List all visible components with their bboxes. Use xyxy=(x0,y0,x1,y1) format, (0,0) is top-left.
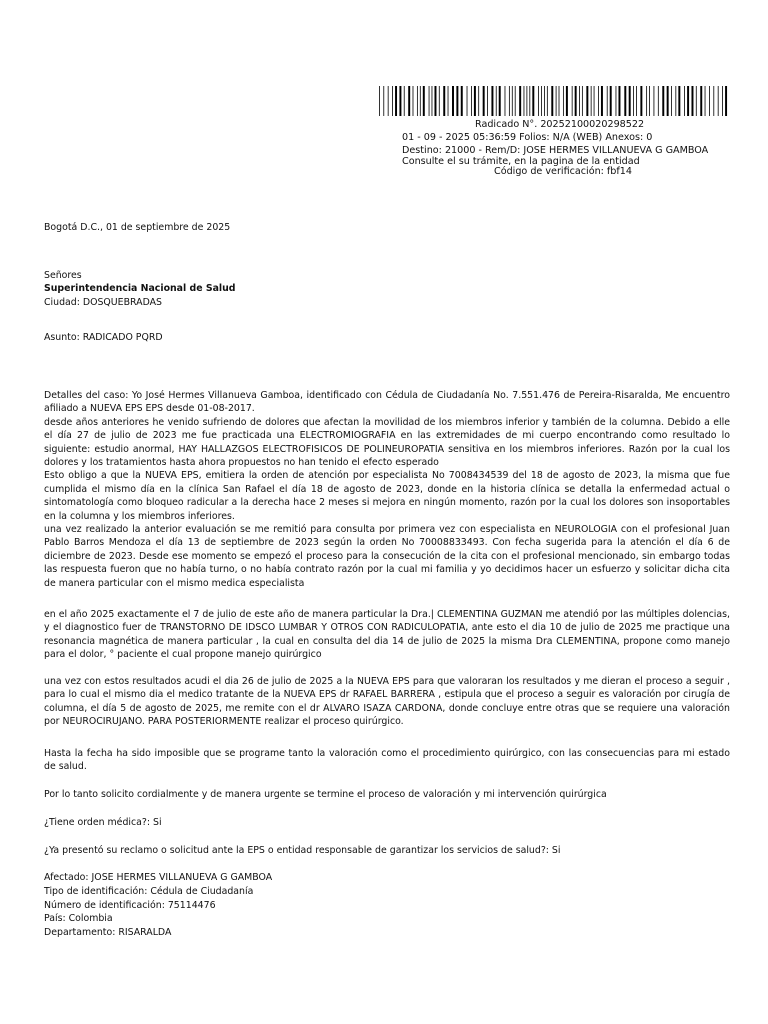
affected-department: Departamento: RISARALDA xyxy=(44,927,172,938)
barcode-bar xyxy=(563,86,564,116)
barcode-bar xyxy=(559,86,560,116)
barcode-bar xyxy=(633,86,634,116)
barcode-bar xyxy=(505,86,506,116)
paragraph-affiliation: Detalles del caso: Yo José Hermes Villanueva Gamboa, identificado con Cédula de Ciudadanía No. 7.551.476 de Pereira-Risaralda, Me encuentro afiliado a NUEVA EPS EPS desde 01-08-2017. xyxy=(44,390,730,415)
case-details xyxy=(44,389,730,590)
barcode-bar xyxy=(607,86,608,116)
barcode-bar xyxy=(713,86,714,116)
barcode-bar xyxy=(423,86,425,116)
barcode-bar xyxy=(519,86,521,116)
paragraph-specialist-order: Esto obligo a que la NUEVA EPS, emitiera la orden de atención por especialista No 7008434539 del 18 de agosto de 2023, la misma que fue cumplida el mismo día en la clínica San Rafael el día 18 de agosto de 2023, donde en la historia clínica se detalla la enfermedad actual o sintomatología como bloqueo radicular a la derecha hace 2 meses si mejora en ningún momento, razón por la cual los dolores son insoportables en la columna y los miembros inferiores. xyxy=(44,470,730,522)
barcode-bar xyxy=(474,86,476,116)
question-medical-order: ¿Tiene orden médica?: Si xyxy=(44,817,162,828)
barcode-bar xyxy=(496,86,497,116)
barcode-bar xyxy=(439,86,440,116)
barcode-bar xyxy=(598,86,599,116)
barcode-bar xyxy=(467,86,468,116)
barcode-bar xyxy=(696,86,697,116)
barcode-bar xyxy=(636,86,637,116)
barcode-bar xyxy=(392,86,393,116)
verification-code: Código de verificación: fbf14 xyxy=(494,166,632,177)
paragraph-status-text: Hasta la fecha ha sido imposible que se programe tanto la valoración como el procedimiento quirúrgico, con las consecuencias para mi estado de salud. xyxy=(44,748,730,773)
barcode-bar xyxy=(709,86,710,116)
barcode-bar xyxy=(408,86,410,116)
barcode-bar xyxy=(379,86,380,116)
city-date: Bogotá D.C., 01 de septiembre de 2025 xyxy=(44,222,231,233)
barcode-bar xyxy=(566,86,568,116)
barcode-bar xyxy=(487,86,488,116)
barcode-bar xyxy=(582,86,583,116)
barcode-bar xyxy=(684,86,685,116)
barcode-bar xyxy=(538,86,539,116)
radicado-date-line: 01 - 09 - 2025 05:36:59 Folios: N/A (WEB) Anexos: 0 xyxy=(402,132,653,143)
barcode-bar xyxy=(678,86,680,116)
barcode-bar xyxy=(662,86,664,116)
barcode-bar xyxy=(395,86,397,116)
paragraph-neurology: una vez realizado la anterior evaluación se me remitió para consulta por primera vez con especialista en NEUROLOGIA con el profesional Juan Pablo Barros Mendoza el día 13 de septiembre de 2023 según la orden No 70008833493. Con fecha sugerida para la atención el día 6 de diciembre de 2023. Desde ese momento se empezó el proceso para la consecución de la cita con el profesional mencionado, sin embargo todas las respuesta fueron que no había turno, o no había contrato razón por la cual mi familia y yo decidimos hacer un esfuerzo y solicitar dicha cita de manera particular con el mismo medica especialista xyxy=(44,524,730,589)
barcode-bar xyxy=(722,86,723,116)
barcode-bar xyxy=(429,86,430,116)
paragraph-private-consult xyxy=(44,608,730,729)
barcode-bar xyxy=(624,86,626,116)
barcode-bar xyxy=(448,86,449,116)
placeholder-glyph xyxy=(44,662,730,675)
barcode-bar xyxy=(524,86,525,116)
barcode-bar xyxy=(541,86,542,116)
barcode-bar xyxy=(591,86,592,116)
barcode-bar xyxy=(547,86,548,116)
barcode-bar xyxy=(432,86,433,116)
paragraph-history: desde años anteriores he venido sufriendo de dolores que afectan la movilidad de los miembros inferior y también de la columna. Debido a elle el día 27 de julio de 2023 me fue practicada una ELECTROMIOGRAFIA en las extremidades de mi cuerpo encontrando como resultado lo siguiente: estudio anormal, HAY HALLAZGOS ELECTROFISICOS DE POLINEUROPATIA sensitiva en los miembros inferiores. Razón por la cual los dolores y los tratamientos hasta ahora propuestos no han tenido el efecto esperado xyxy=(44,416,730,469)
barcode-bar xyxy=(515,86,516,116)
barcode-bar xyxy=(556,86,557,116)
barcode-bar xyxy=(579,86,580,116)
barcode-bar xyxy=(417,86,418,116)
barcode-bar xyxy=(654,86,655,116)
barcode-bar xyxy=(718,86,719,116)
barcode-bar xyxy=(388,86,389,116)
barcode-bar xyxy=(601,86,603,116)
radicado-number: Radicado N°. 20252100020298522 xyxy=(475,119,645,130)
barcode-bar xyxy=(404,86,405,116)
barcode-bar xyxy=(705,86,706,116)
barcode-bar xyxy=(399,86,401,116)
barcode-bar xyxy=(658,86,659,116)
barcode-bar xyxy=(413,86,414,116)
barcode-bar xyxy=(499,86,501,116)
barcode-bar xyxy=(649,86,650,116)
consulte-line: Consulte el su trámite, en la pagina de la entidad xyxy=(402,156,640,167)
barcode-bar xyxy=(420,86,421,116)
barcode-bar xyxy=(383,86,384,116)
barcode-bar xyxy=(483,86,485,116)
barcode-bar xyxy=(471,86,472,116)
barcode-bar xyxy=(691,86,693,116)
barcode-bar xyxy=(512,86,513,116)
affected-id-type: Tipo de identificación: Cédula de Ciudadanía xyxy=(44,886,254,897)
barcode-bar xyxy=(586,86,588,116)
barcode-bar xyxy=(532,86,534,116)
barcode-bar xyxy=(618,86,620,116)
barcode-bar xyxy=(629,86,631,116)
barcode-bar xyxy=(443,86,445,116)
barcode-bar xyxy=(594,86,595,116)
barcode-bar xyxy=(461,86,463,116)
barcode-bar xyxy=(526,86,527,116)
barcode-bar xyxy=(687,86,689,116)
barcode-bar xyxy=(452,86,454,116)
barcode-bar xyxy=(544,86,545,116)
barcode-bar xyxy=(610,86,612,116)
recipient-city: Ciudad: DOSQUEBRADAS xyxy=(44,297,162,308)
subject-line: Asunto: RADICADO PQRD xyxy=(44,332,163,343)
paragraph-request: Por lo tanto solicito cordialmente y de manera urgente se termine el proceso de valoración y mi intervención quirúrgica xyxy=(44,789,607,800)
barcode-bar xyxy=(725,86,727,116)
barcode-bar xyxy=(640,86,642,116)
salutation: Señores xyxy=(44,270,82,281)
barcode-bar xyxy=(675,86,676,116)
barcode-bar xyxy=(478,86,479,116)
barcode-bar xyxy=(671,86,672,116)
barcode-bar xyxy=(491,86,493,116)
affected-country: País: Colombia xyxy=(44,913,113,924)
barcode-bar xyxy=(646,86,647,116)
barcode-bar xyxy=(572,86,573,116)
question-eps-claim: ¿Ya presentó su reclamo o solicitud ante la EPS o entidad responsable de garantizar los servicios de salud?: Si xyxy=(44,845,561,856)
paragraph-private-consult-text: en el año 2025 exactamente el 7 de julio de este año de manera particular la Dra.| CLEMENTINA GUZMAN me atendió por las múltiples dolencias, y el diagnostico fuer de TRANSTORNO DE IDSCO LUMBAR Y OTROS CON RADICULOPATIA, ante esto el dia 10 de julio de 2025 me practique una resonancia magnética de manera particular , la cual en consulta del dia 14 de julio de 2025 la misma Dra CLEMENTINA, propone como manejo para el dolor, ° paciente el cual propone manejo quirúrgico xyxy=(44,609,730,661)
barcode-bar xyxy=(456,86,458,116)
affected-id-number: Número de identificación: 75114476 xyxy=(44,900,216,911)
destino-line: Destino: 21000 - Rem/D: JOSE HERMES VILLANUEVA G GAMBOA xyxy=(402,145,709,156)
barcode-bar xyxy=(529,86,530,116)
paragraph-surgery-referral: una vez con estos resultados acudi el dia 26 de julio de 2025 a la NUEVA EPS para que valoraran los resultados y me dieran el proceso a seguir , para lo cual el mismo dia el medico tratante de la NUEVA EPS dr RAFAEL BARRERA , estipula que el proceso a seguir es valoración por cirugía de columna, el día 5 de agosto de 2025, me remite con el dr ALVARO ISAZA CARDONA, donde concluye entre otras que se requiere una valoración por NEUROCIRUJANO. PARA POSTERIORMENTE realizar el proceso quirúrgico. xyxy=(44,676,730,728)
barcode-bar xyxy=(667,86,669,116)
barcode-bar xyxy=(551,86,553,116)
barcode-bar xyxy=(616,86,617,116)
recipient-name: Superintendencia Nacional de Salud xyxy=(44,283,236,294)
paragraph-status xyxy=(44,747,730,774)
affected-name: Afectado: JOSE HERMES VILLANUEVA G GAMBOA xyxy=(44,872,273,883)
barcode-bar xyxy=(509,86,510,116)
barcode-bar xyxy=(434,86,436,116)
barcode xyxy=(379,86,728,116)
barcode-bar xyxy=(700,86,702,116)
barcode-bar xyxy=(575,86,577,116)
